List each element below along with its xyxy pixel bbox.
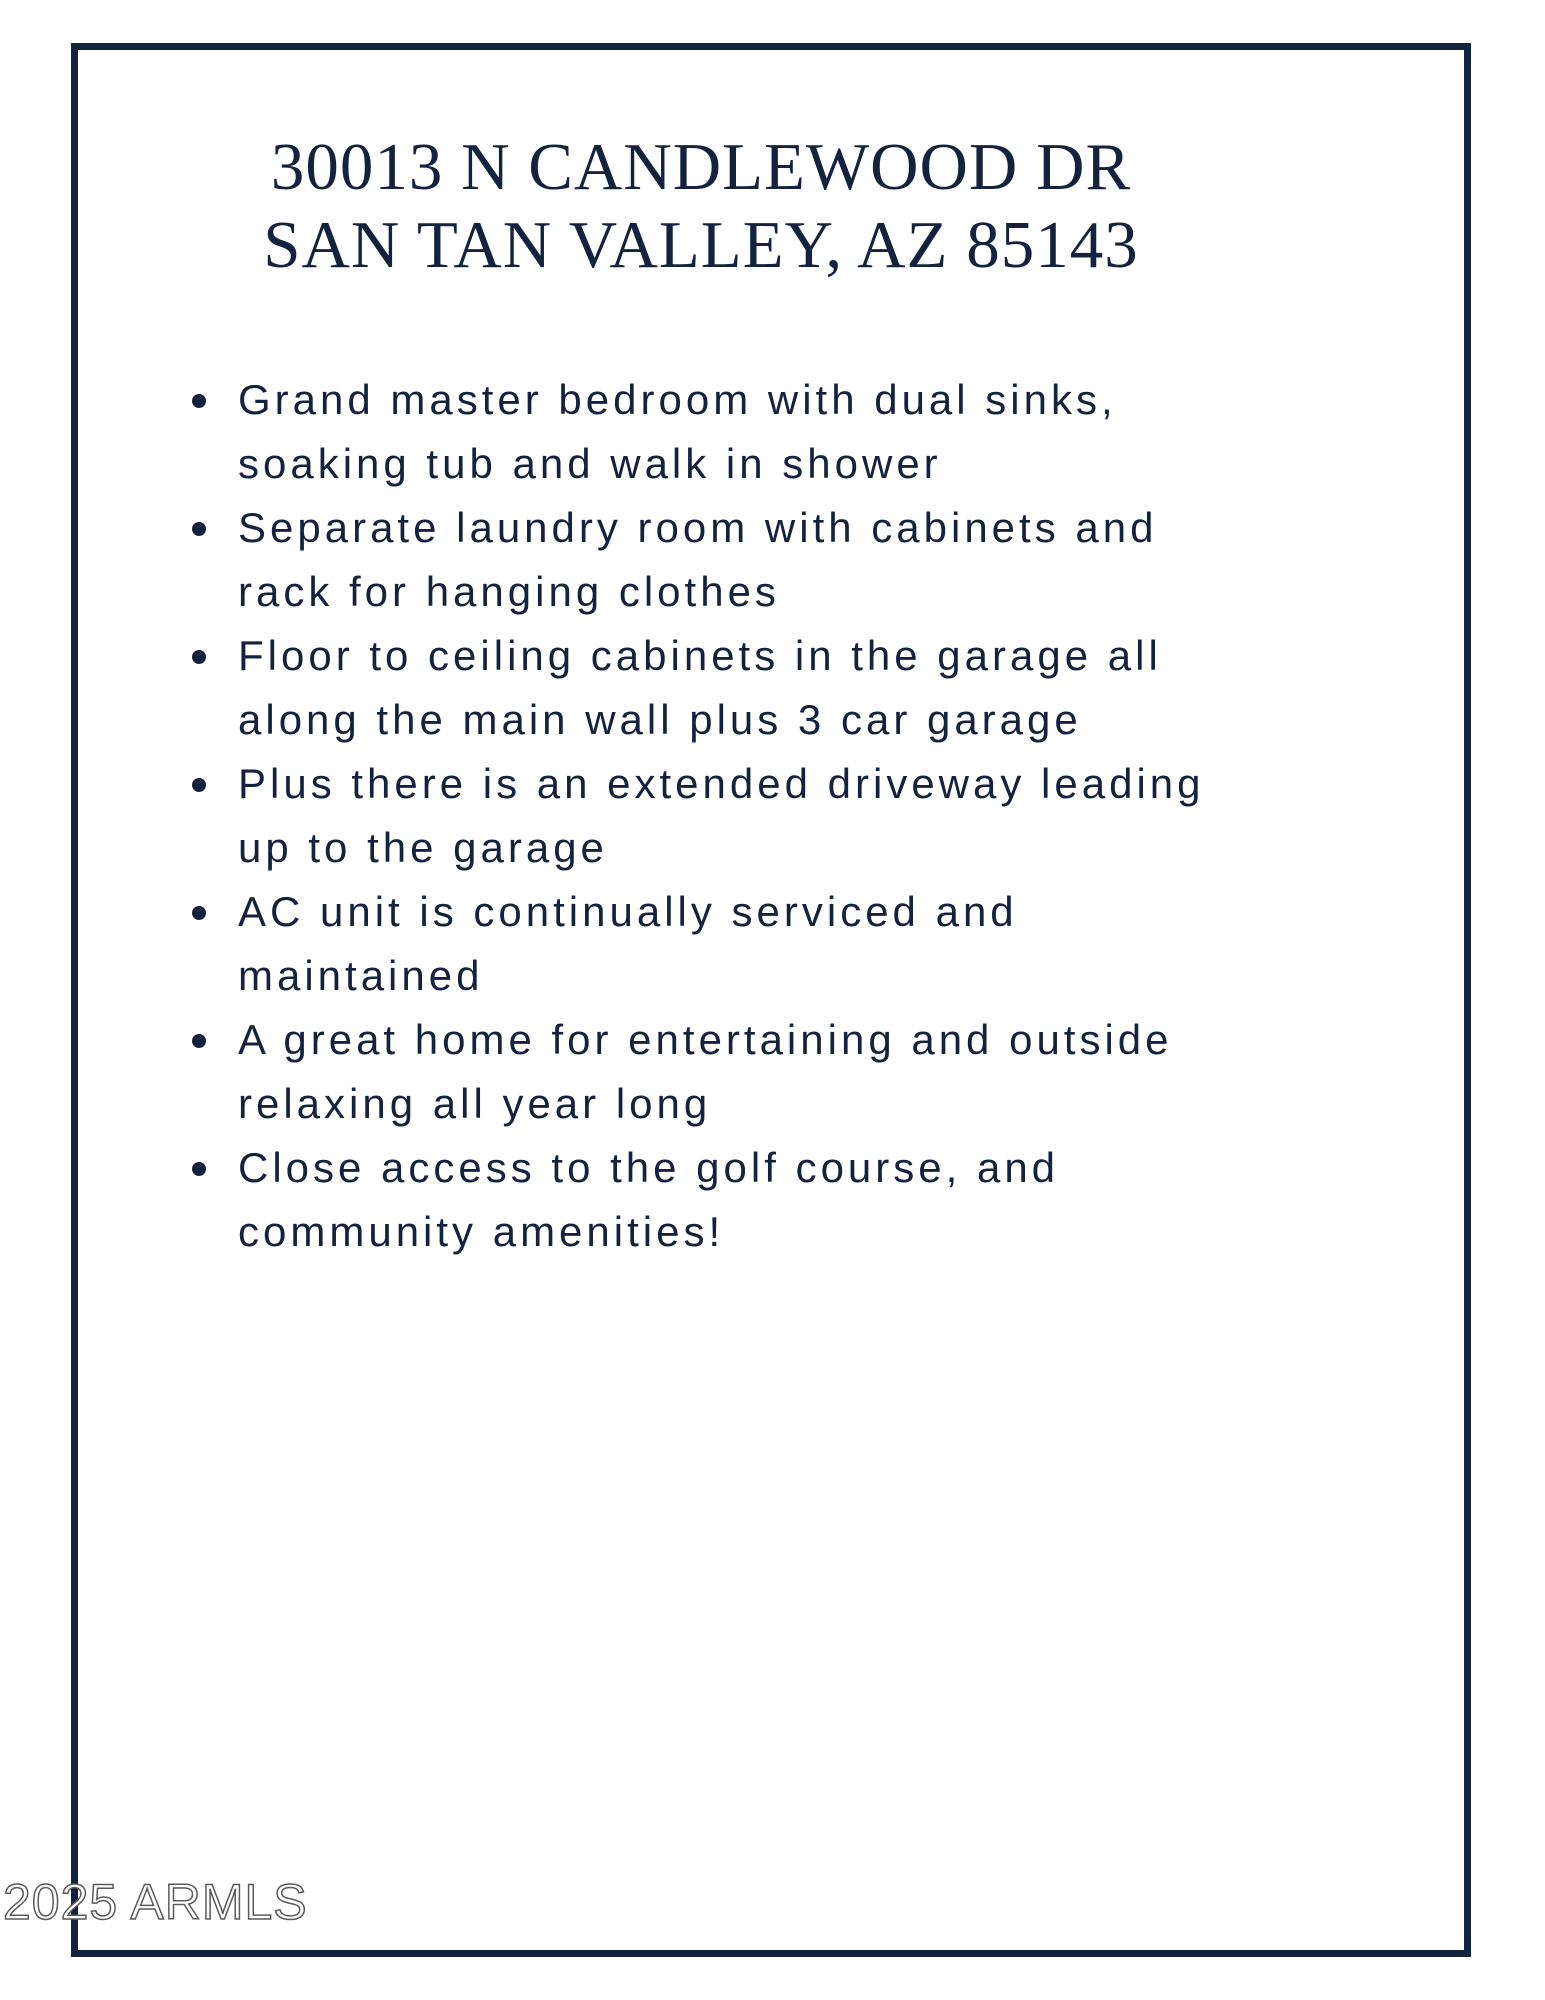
list-item: [192, 1136, 1392, 1264]
list-item: [192, 368, 1392, 496]
address-line-1: 30013 N CANDLEWOOD DR: [270, 130, 1132, 204]
feature-text-line: A great home for entertaining and outside: [238, 1016, 1173, 1063]
address-line-2: SAN TAN VALLEY, AZ 85143: [263, 208, 1139, 282]
feature-text-line: Grand master bedroom with dual sinks,: [238, 376, 1117, 423]
feature-text-line: Close access to the golf course, and: [238, 1144, 1060, 1191]
list-item: [192, 880, 1392, 1008]
feature-list: [192, 368, 1392, 1264]
feature-text-line: up to the garage: [238, 824, 608, 871]
list-item: [192, 1008, 1392, 1136]
bullet-icon: [192, 394, 206, 408]
feature-text-line: along the main wall plus 3 car garage: [238, 696, 1082, 743]
property-address: [78, 128, 1464, 284]
feature-text-line: AC unit is continually serviced and: [238, 888, 1018, 935]
bullet-icon: [192, 522, 206, 536]
bullet-icon: [192, 1034, 206, 1048]
feature-text-line: soaking tub and walk in shower: [238, 440, 942, 487]
feature-text-line: Floor to ceiling cabinets in the garage all: [238, 632, 1162, 679]
copyright-watermark: 2025 ARMLS: [3, 1874, 308, 1930]
document-frame: [71, 43, 1471, 1957]
bullet-icon: [192, 650, 206, 664]
bullet-icon: [192, 778, 206, 792]
list-item: [192, 496, 1392, 624]
feature-text-line: Plus there is an extended driveway leading: [238, 760, 1205, 807]
list-item: [192, 752, 1392, 880]
feature-text-line: maintained: [238, 952, 484, 999]
feature-text-line: rack for hanging clothes: [238, 568, 780, 615]
feature-text-line: community amenities!: [238, 1208, 725, 1255]
feature-text-line: Separate laundry room with cabinets and: [238, 504, 1158, 551]
list-item: [192, 624, 1392, 752]
bullet-icon: [192, 1162, 206, 1176]
bullet-icon: [192, 906, 206, 920]
feature-text-line: relaxing all year long: [238, 1080, 712, 1127]
